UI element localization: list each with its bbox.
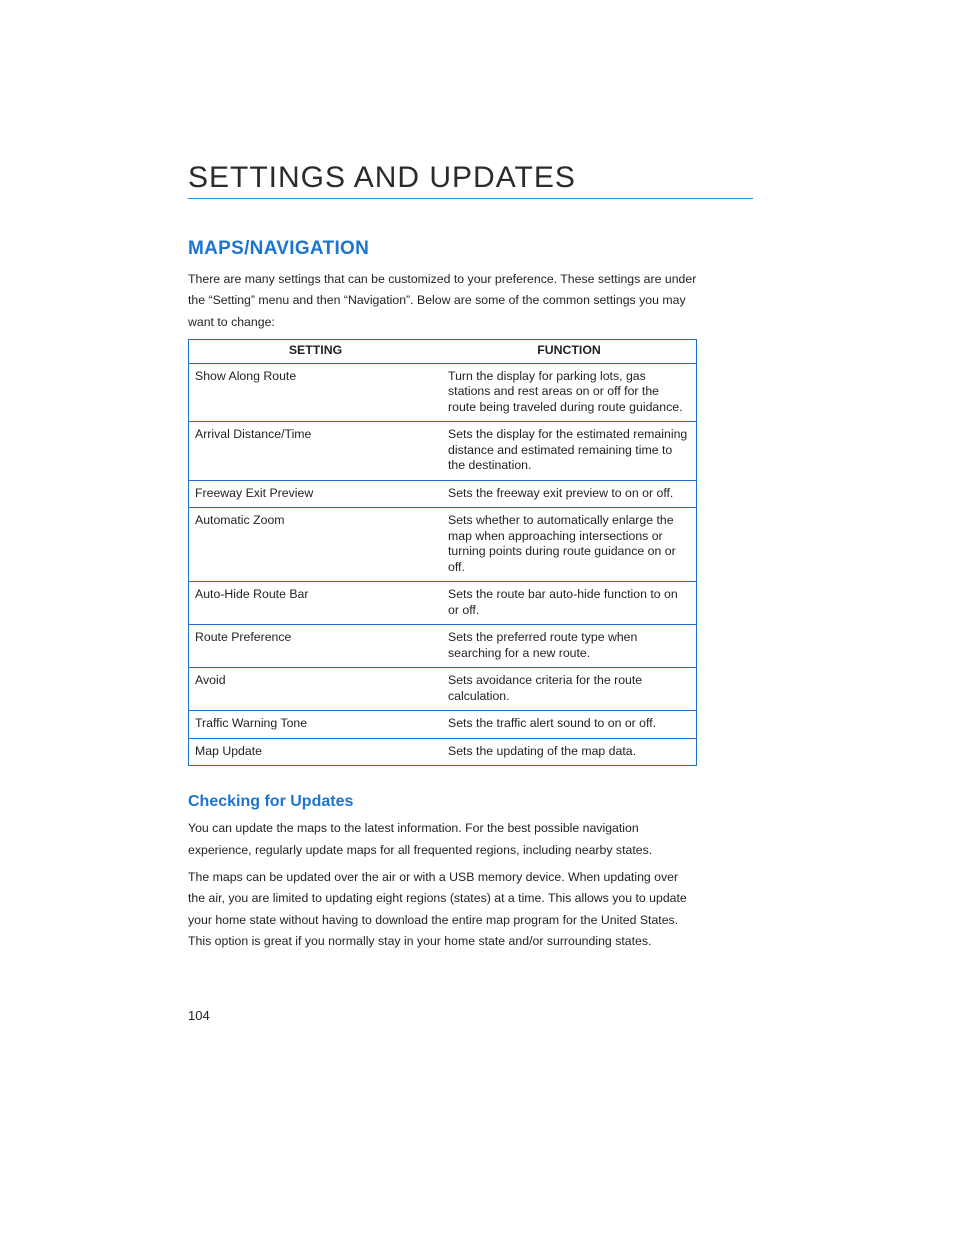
table-row: [189, 422, 697, 481]
updates-paragraph-2: The maps can be updated over the air or with a USB memory device. When updating over the air, you are limited to updating eight regions (states) at a time. This allows you to update your home state without having to download the entire map program for the United States. This option is great if you normally stay in your home state and/or surrounding states.: [188, 870, 687, 949]
setting-cell: Avoid: [189, 668, 443, 711]
table-row: [189, 711, 697, 739]
setting-cell: Auto-Hide Route Bar: [189, 582, 443, 625]
table-header-row: [189, 340, 697, 364]
table-row: [189, 625, 697, 668]
function-cell: Sets whether to automatically enlarge the map when approaching intersections or turning points during route guidance on or off.: [442, 508, 696, 582]
table-row: [189, 480, 697, 508]
setting-cell: Route Preference: [189, 625, 443, 668]
page-number: 104: [188, 1008, 210, 1023]
section-title: SETTINGS AND UPDATES: [188, 161, 576, 194]
function-cell: Sets the traffic alert sound to on or off.: [442, 711, 696, 739]
setting-cell: Traffic Warning Tone: [189, 711, 443, 739]
column-header-function: FUNCTION: [442, 340, 696, 364]
table-row: [189, 738, 697, 766]
function-cell: Sets the updating of the map data.: [442, 738, 696, 766]
page-content: [188, 237, 698, 959]
function-cell: Sets the freeway exit preview to on or off.: [442, 480, 696, 508]
setting-cell: Automatic Zoom: [189, 508, 443, 582]
updates-paragraph-1: You can update the maps to the latest information. For the best possible navigation experience, regularly update maps for all frequented regions, including nearby states.: [188, 821, 653, 857]
checking-for-updates-section: [188, 792, 698, 952]
setting-cell: Map Update: [189, 738, 443, 766]
checking-for-updates-heading: Checking for Updates: [188, 793, 354, 811]
function-cell: Sets the route bar auto-hide function to on or off.: [442, 582, 696, 625]
table-row: [189, 668, 697, 711]
function-cell: Sets the display for the estimated remaining distance and estimated remaining time to the destination.: [442, 422, 696, 481]
setting-cell: Freeway Exit Preview: [189, 480, 443, 508]
table-row: [189, 363, 697, 422]
section-header: [188, 160, 753, 199]
table-row: [189, 508, 697, 582]
function-cell: Turn the display for parking lots, gas stations and rest areas on or off for the route being traveled during route guidance.: [442, 363, 696, 422]
function-cell: Sets the preferred route type when searching for a new route.: [442, 625, 696, 668]
maps-navigation-heading: MAPS/NAVIGATION: [188, 238, 370, 259]
settings-table: [188, 339, 697, 766]
table-row: [189, 582, 697, 625]
setting-cell: Show Along Route: [189, 363, 443, 422]
section-divider: [188, 198, 753, 199]
maps-intro-paragraph: There are many settings that can be customized to your preference. These settings are under the “Setting” menu and then “Navigation”. Below are some of the common settings you may want to change:: [188, 272, 697, 329]
column-header-setting: SETTING: [189, 340, 443, 364]
function-cell: Sets avoidance criteria for the route calculation.: [442, 668, 696, 711]
setting-cell: Arrival Distance/Time: [189, 422, 443, 481]
